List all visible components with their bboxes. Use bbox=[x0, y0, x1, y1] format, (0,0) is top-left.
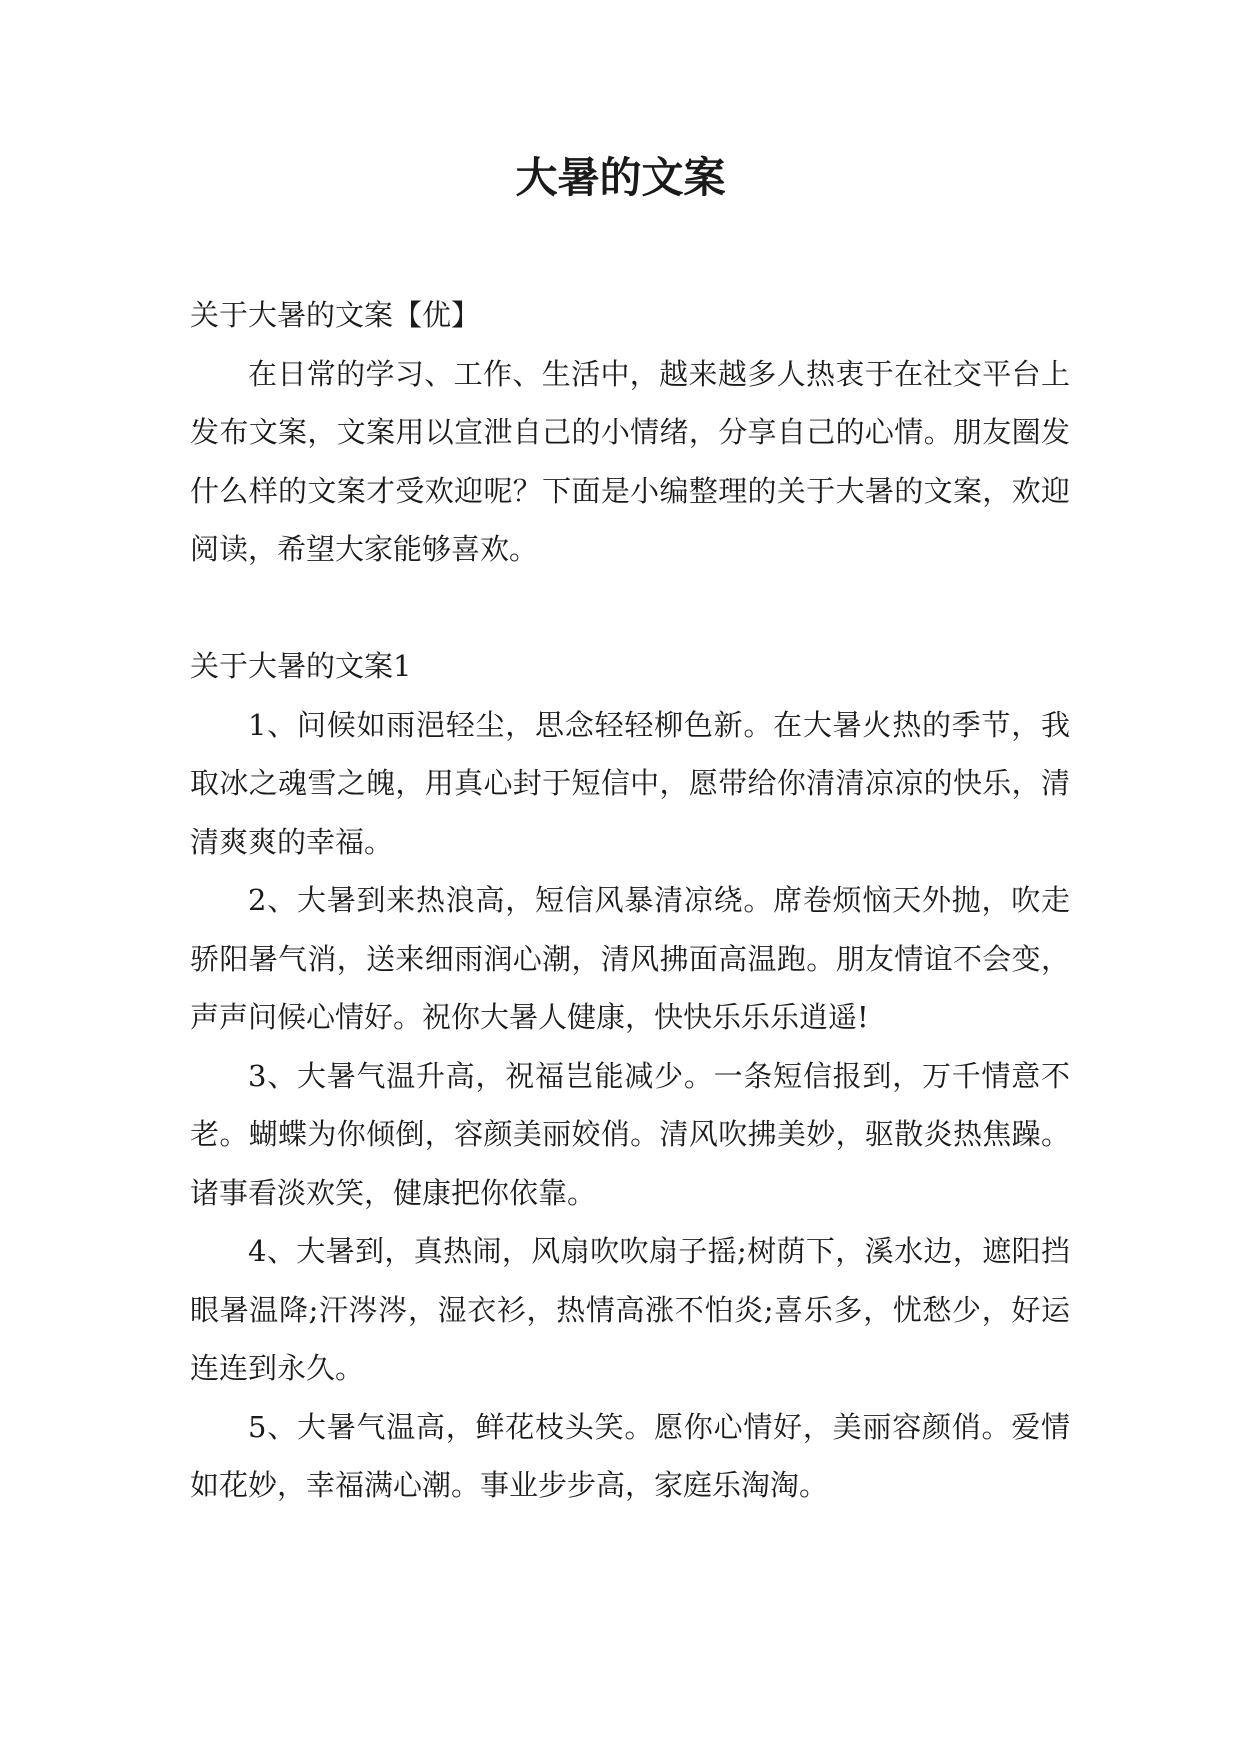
list-item: 2、大暑到来热浪高，短信风暴清凉绕。席卷烦恼天外抛，吹走骄阳暑气消，送来细雨润心潮，清风拂面高温跑。朋友情谊不会变，声声问候心情好。祝你大暑人健康，快快乐乐乐逍遥! bbox=[190, 883, 1070, 1034]
section-heading: 关于大暑的文案1 bbox=[190, 649, 412, 683]
intro-paragraph: 在日常的学习、工作、生活中，越来越多人热衷于在社交平台上发布文案，文案用以宣泄自己的小情绪，分享自己的心情。朋友圈发什么样的文案才受欢迎呢？下面是小编整理的关于大暑的文案，欢迎阅读，希望大家能够喜欢。 bbox=[190, 356, 1070, 566]
document-title: 大暑的文案 bbox=[515, 153, 726, 202]
section-spacer bbox=[190, 579, 1070, 638]
list-item: 5、大暑气温高，鲜花枝头笑。愿你心情好，美丽容颜俏。爱情如花妙，幸福满心潮。事业步步高，家庭乐淘淘。 bbox=[190, 1409, 1070, 1502]
list-item: 1、问候如雨浥轻尘，思念轻轻柳色新。在大暑火热的季节，我取冰之魂雪之魄，用真心封于短信中，愿带给你清清凉凉的快乐，清清爽爽的幸福。 bbox=[190, 707, 1070, 859]
list-item: 3、大暑气温升高，祝福岂能减少。一条短信报到，万千情意不老。蝴蝶为你倾倒，容颜美丽姣俏。清风吹拂美妙，驱散炎热焦躁。诸事看淡欢笑，健康把你依靠。 bbox=[190, 1058, 1070, 1210]
intro-heading: 关于大暑的文案【优】 bbox=[190, 298, 481, 332]
document-body bbox=[190, 286, 1070, 1515]
list-item: 4、大暑到，真热闹，风扇吹吹扇子摇;树荫下，溪水边，遮阳挡眼暑温降;汗涔涔，湿衣衫，热情高涨不怕炎;喜乐多，忧愁少，好运连连到永久。 bbox=[190, 1234, 1070, 1385]
